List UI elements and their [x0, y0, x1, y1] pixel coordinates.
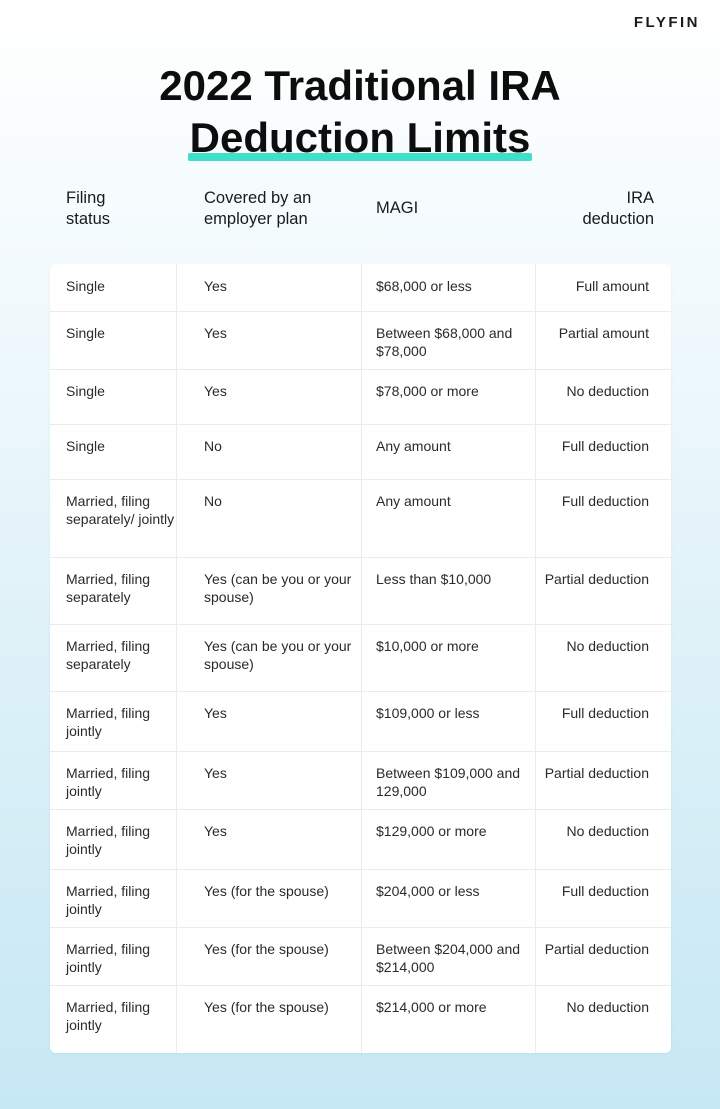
header-deduction: IRA deduction	[582, 189, 654, 228]
cell-covered: Yes	[204, 823, 227, 839]
cell-covered: Yes (for the spouse)	[204, 941, 329, 957]
cell-magi: Any amount	[376, 493, 451, 509]
cell-deduction: No deduction	[566, 383, 649, 399]
cell-covered: Yes (can be you or your spouse)	[204, 638, 352, 672]
cell-filing-status: Married, filing jointly	[66, 999, 151, 1033]
header-filing-status: Filing status	[66, 189, 111, 228]
table-row	[50, 985, 671, 1053]
table-row	[50, 927, 671, 986]
cell-covered: Yes (can be you or your spouse)	[204, 571, 352, 605]
cell-magi: $214,000 or more	[376, 999, 487, 1015]
cell-deduction: Partial amount	[558, 325, 649, 341]
table-row	[50, 424, 671, 480]
cell-magi: Between $109,000 and 129,000	[376, 765, 521, 799]
table-row	[50, 557, 671, 625]
cell-covered: Yes	[204, 383, 227, 399]
table-row	[50, 311, 671, 370]
deduction-table	[50, 264, 671, 1053]
table-row	[50, 624, 671, 692]
cell-deduction: Partial deduction	[544, 765, 649, 781]
table-row	[50, 479, 671, 558]
brand-logo: FLYFIN	[633, 14, 700, 31]
header-covered: Covered by an employer plan	[204, 189, 312, 228]
cell-filing-status: Married, filing jointly	[66, 765, 151, 799]
cell-covered: No	[204, 493, 222, 509]
cell-deduction: Full amount	[575, 278, 649, 294]
cell-covered: Yes	[204, 325, 227, 341]
cell-deduction: Full deduction	[561, 438, 649, 454]
table-row	[50, 264, 671, 312]
cell-magi: Between $68,000 and $78,000	[376, 325, 513, 359]
cell-filing-status: Single	[66, 278, 105, 294]
cell-magi: Any amount	[376, 438, 451, 454]
cell-magi: Between $204,000 and $214,000	[376, 941, 521, 975]
cell-covered: Yes	[204, 765, 227, 781]
cell-magi: $129,000 or more	[376, 823, 487, 839]
cell-covered: Yes (for the spouse)	[204, 883, 329, 899]
cell-filing-status: Married, filing separately	[66, 638, 151, 672]
cell-filing-status: Single	[66, 383, 105, 399]
cell-deduction: Full deduction	[561, 493, 649, 509]
title-line-1: 2022 Traditional IRA	[159, 62, 561, 109]
table-row	[50, 751, 671, 810]
cell-magi: $68,000 or less	[376, 278, 472, 294]
cell-filing-status: Married, filing jointly	[66, 823, 151, 857]
cell-magi: $204,000 or less	[376, 883, 480, 899]
cell-deduction: No deduction	[566, 638, 649, 654]
cell-magi: $109,000 or less	[376, 705, 480, 721]
cell-magi: $78,000 or more	[376, 383, 479, 399]
table-row	[50, 369, 671, 425]
table-row	[50, 809, 671, 870]
cell-covered: Yes	[204, 278, 227, 294]
cell-filing-status: Married, filing jointly	[66, 941, 151, 975]
table-row	[50, 691, 671, 752]
cell-filing-status: Married, filing jointly	[66, 883, 151, 917]
cell-covered: No	[204, 438, 222, 454]
cell-deduction: No deduction	[566, 823, 649, 839]
cell-filing-status: Married, filing jointly	[66, 705, 151, 739]
header-magi: MAGI	[376, 199, 419, 217]
cell-magi: Less than $10,000	[376, 571, 492, 587]
cell-filing-status: Married, filing separately/ jointly	[66, 493, 175, 527]
cell-deduction: Partial deduction	[544, 571, 649, 587]
cell-deduction: Full deduction	[561, 883, 649, 899]
table-row	[50, 869, 671, 928]
cell-filing-status: Married, filing separately	[66, 571, 151, 605]
cell-filing-status: Single	[66, 325, 105, 341]
title-line-2: Deduction Limits	[190, 112, 531, 164]
cell-filing-status: Single	[66, 438, 105, 454]
cell-deduction: Full deduction	[561, 705, 649, 721]
cell-magi: $10,000 or more	[376, 638, 479, 654]
table-header	[50, 188, 670, 238]
page-title	[0, 60, 720, 164]
cell-deduction: Partial deduction	[544, 941, 649, 957]
cell-deduction: No deduction	[566, 999, 649, 1015]
cell-covered: Yes (for the spouse)	[204, 999, 329, 1015]
cell-covered: Yes	[204, 705, 227, 721]
